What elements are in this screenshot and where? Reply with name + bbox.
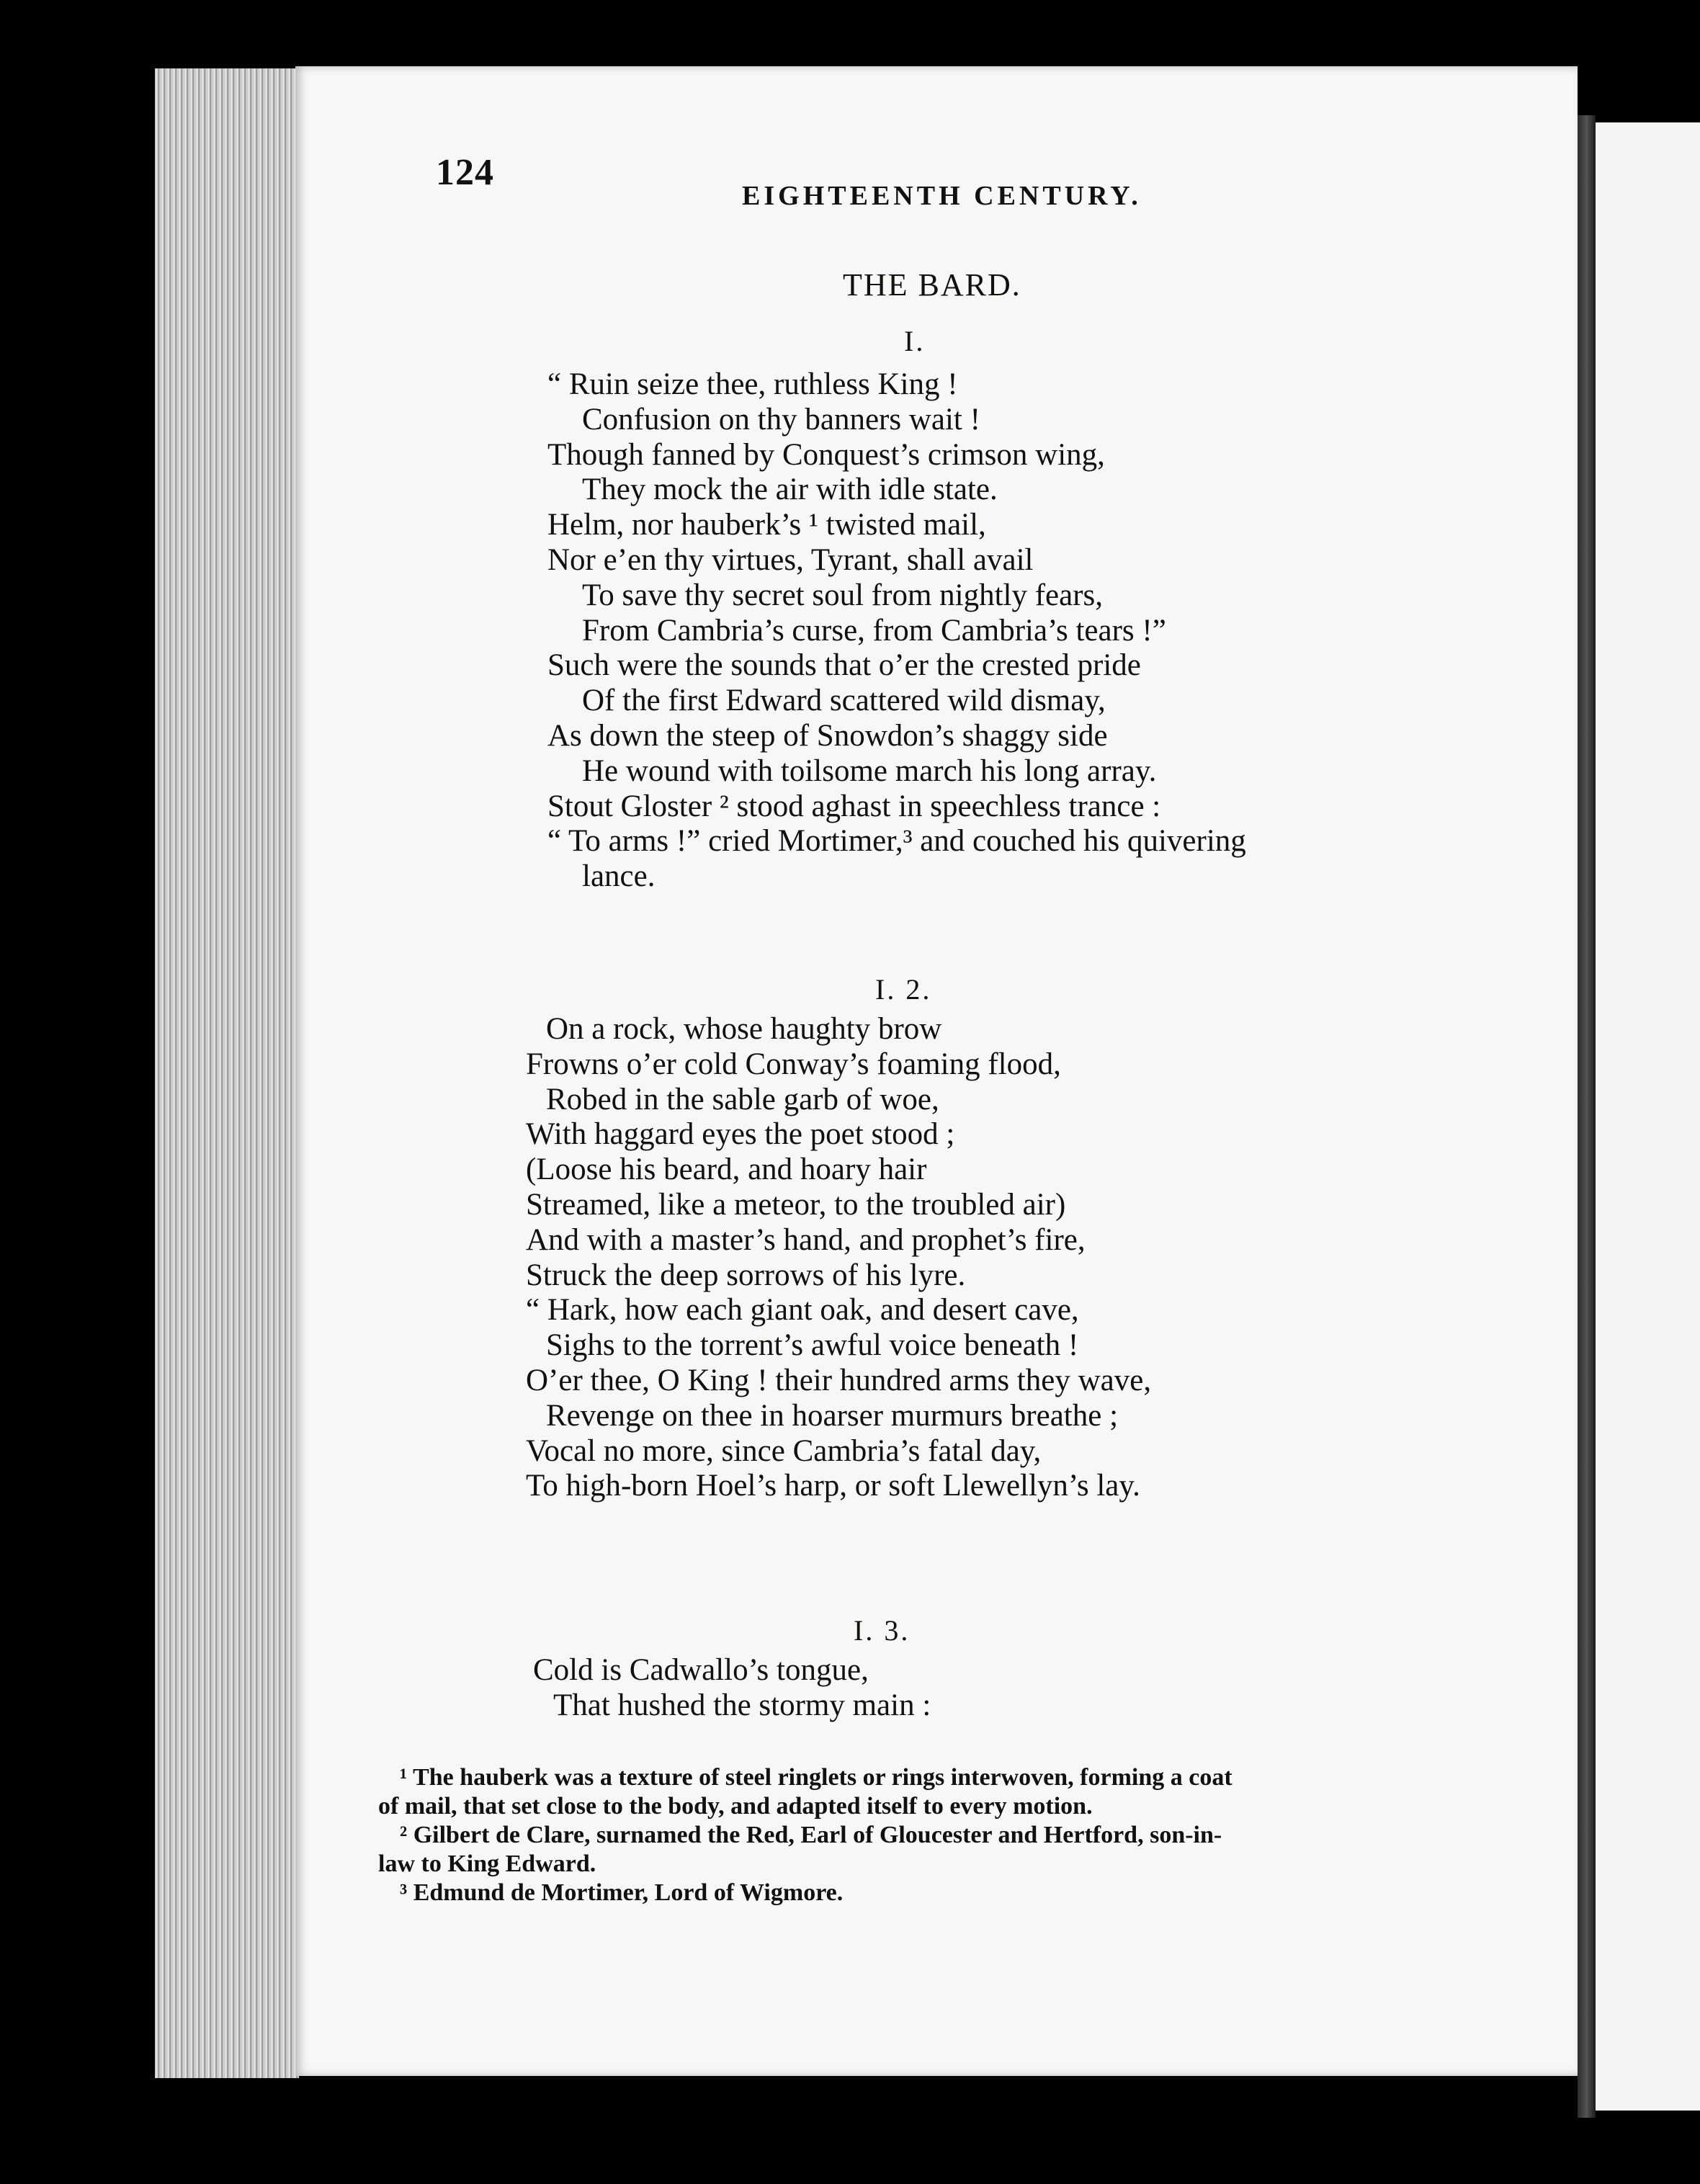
- stanza-2: [526, 1012, 1534, 1504]
- verse-line: Struck the deep sorrows of his lyre.: [526, 1258, 966, 1292]
- facing-page-edge: [1596, 122, 1700, 2111]
- verse-line: “ Ruin seize thee, ruthless King !: [547, 367, 958, 401]
- verse-line: That hushed the stormy main :: [553, 1688, 931, 1722]
- section-label-1: I.: [904, 325, 926, 357]
- verse-line: Frowns o’er cold Conway’s foaming flood,: [526, 1047, 1061, 1081]
- verse-line: On a rock, whose haughty brow: [546, 1012, 942, 1046]
- verse-line: From Cambria’s curse, from Cambria’s tears !”: [582, 613, 1166, 648]
- book-gutter: [1578, 115, 1596, 2118]
- verse-line: Helm, nor hauberk’s ¹ twisted mail,: [547, 508, 986, 542]
- verse-line: And with a master’s hand, and prophet’s fire,: [526, 1222, 1086, 1257]
- page-stack-edges: [155, 68, 299, 2078]
- page-number: 124: [436, 152, 494, 193]
- footnote-line: of mail, that set close to the body, and adapted itself to every motion.: [378, 1793, 1093, 1820]
- verse-line: With haggard eyes the poet stood ;: [526, 1117, 955, 1152]
- section-label-3: I. 3.: [854, 1614, 911, 1647]
- verse-line: Revenge on thee in hoarser murmurs breathe ;: [546, 1398, 1119, 1433]
- verse-line: To high-born Hoel’s harp, or soft Llewellyn’s lay.: [526, 1469, 1140, 1503]
- footnote-line: ¹ The hauberk was a texture of steel ringlets or rings interwoven, forming a coat: [400, 1764, 1232, 1791]
- verse-line: O’er thee, O King ! their hundred arms they wave,: [526, 1363, 1152, 1397]
- verse-line: Confusion on thy banners wait !: [582, 402, 980, 437]
- verse-line: Vocal no more, since Cambria’s fatal day,: [526, 1433, 1042, 1468]
- poem-title: THE BARD.: [843, 267, 1021, 303]
- verse-line: Sighs to the torrent’s awful voice beneath !: [546, 1328, 1079, 1363]
- verse-line: Of the first Edward scattered wild dismay,: [582, 684, 1106, 718]
- verse-line: To save thy secret soul from nightly fears,: [582, 578, 1104, 612]
- verse-line: Though fanned by Conquest’s crimson wing,: [547, 437, 1105, 472]
- verse-line: Robed in the sable garb of woe,: [546, 1082, 939, 1116]
- verse-line: “ Hark, how each giant oak, and desert cave,: [526, 1293, 1079, 1328]
- verse-line: lance.: [582, 859, 656, 894]
- stanza-3: [533, 1653, 1542, 1724]
- verse-line: Streamed, like a meteor, to the troubled air): [526, 1187, 1066, 1222]
- running-title: EIGHTEENTH CENTURY.: [742, 181, 1142, 211]
- footnote-line: ² Gilbert de Clare, surnamed the Red, Earl of Gloucester and Hertford, son-in-: [400, 1822, 1222, 1848]
- verse-line: He wound with toilsome march his long array.: [582, 753, 1157, 788]
- verse-line: Nor e’en thy virtues, Tyrant, shall avail: [547, 542, 1034, 577]
- footnote-line: law to King Edward.: [378, 1850, 596, 1877]
- verse-line: As down the steep of Snowdon’s shaggy side: [547, 718, 1108, 753]
- verse-line: Stout Gloster ² stood aghast in speechless trance :: [547, 789, 1161, 823]
- section-label-2: I. 2.: [875, 973, 932, 1006]
- verse-line: They mock the air with idle state.: [582, 473, 998, 507]
- footnote-line: ³ Edmund de Mortimer, Lord of Wigmore.: [400, 1879, 844, 1906]
- footnotes: [378, 1763, 1401, 1907]
- verse-line: (Loose his beard, and hoary hair: [526, 1153, 927, 1187]
- verse-line: Such were the sounds that o’er the crested pride: [547, 648, 1141, 683]
- verse-line: Cold is Cadwallo’s tongue,: [533, 1653, 869, 1687]
- stanza-1: [547, 367, 1556, 895]
- verse-line: “ To arms !” cried Mortimer,³ and couched his quivering: [547, 824, 1246, 859]
